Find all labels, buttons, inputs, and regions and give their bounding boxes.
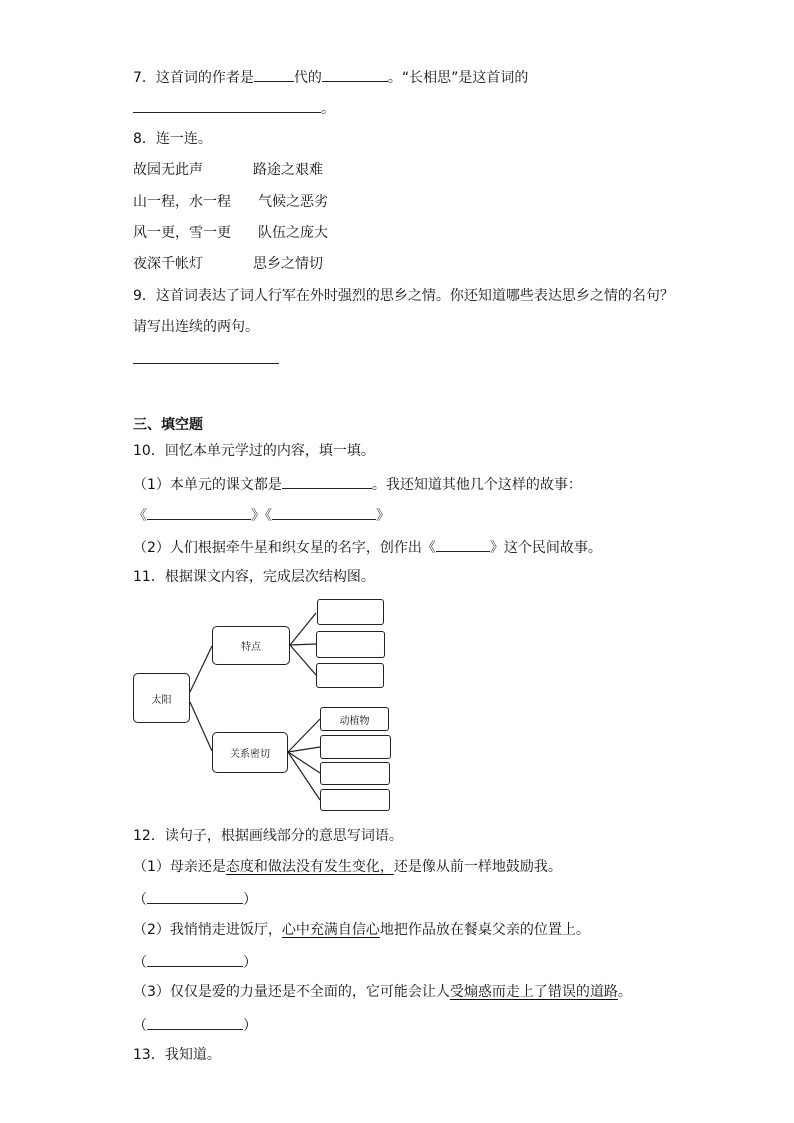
q12-blank-2[interactable] — [147, 951, 243, 967]
diagram-branch-features: 特点 — [212, 626, 290, 665]
q9-line-1: 9．这首词表达了词人行军在外时强烈的思乡之情。你还知道哪些表达思乡之情的名句？ — [133, 288, 674, 304]
q8-right-4[interactable]: 思乡之情切 — [253, 256, 323, 272]
q12-sentence-1: （1）母亲还是态度和做法没有发生变化，还是像从前一样地鼓励我。 — [133, 859, 562, 875]
diagram-branch-relation: 关系密切 — [212, 732, 288, 773]
section-title: 三、填空题 — [133, 417, 203, 433]
diagram-answer-box[interactable] — [316, 631, 385, 658]
diagram-answer-box[interactable] — [320, 762, 390, 785]
q8-left-4[interactable]: 夜深千帐灯 — [133, 256, 203, 272]
q7-line: 7．这首词的作者是 代的 。“长相思”是这首词的 — [133, 66, 528, 88]
q12-sentence-3: （3）仅仅是爱的力量还是不全面的，它可能会让人受煽惑而走上了错误的道路。 — [133, 984, 632, 1000]
q8-right-2[interactable]: 气候之恶劣 — [258, 194, 328, 210]
q8-left-2[interactable]: 山一程，水一程 — [133, 194, 231, 210]
q12-blank-3[interactable] — [147, 1014, 243, 1030]
q8-title: 8．连一连。 — [133, 131, 212, 147]
q12-blank-1[interactable] — [147, 888, 243, 904]
q12-answer-1: （ ） — [133, 888, 257, 910]
diagram-answer-box[interactable] — [320, 789, 390, 811]
q10-title: 10．回忆本单元学过的内容，填一填。 — [133, 443, 375, 459]
q10-part-1: （1）本单元的课文都是 。我还知道其他几个这样的故事： — [133, 473, 582, 495]
q12-sentence-2: （2）我悄悄走进饭厅，心中充满自信心地把作品放在餐桌父亲的位置上。 — [133, 922, 590, 938]
q13-title: 13．我知道。 — [133, 1047, 221, 1063]
q7-line-2: 。 — [133, 97, 335, 119]
q10-part-2: （2）人们根据牵牛星和织女星的名字，创作出《 》这个民间故事。 — [133, 536, 602, 558]
diagram-answer-box[interactable] — [320, 735, 391, 759]
q10-book-titles: 《 》《 》 — [133, 504, 390, 526]
q8-right-3[interactable]: 队伍之庞大 — [258, 225, 328, 241]
q12-answer-3: （ ） — [133, 1014, 257, 1036]
diagram-root: 太阳 — [133, 673, 190, 723]
q8-right-1[interactable]: 路途之艰难 — [253, 162, 323, 178]
q9-line-2: 请写出连续的两句。 — [133, 319, 259, 335]
q8-left-3[interactable]: 风一更，雪一更 — [133, 225, 231, 241]
diagram-leaf-plants: 动植物 — [320, 707, 389, 731]
q12-answer-2: （ ） — [133, 951, 257, 973]
q11-title: 11．根据课文内容，完成层次结构图。 — [133, 569, 375, 585]
q12-title: 12．读句子，根据画线部分的意思写词语。 — [133, 828, 403, 844]
q8-left-1[interactable]: 故园无此声 — [133, 162, 203, 178]
diagram-answer-box[interactable] — [316, 663, 384, 688]
diagram-answer-box[interactable] — [317, 599, 384, 625]
